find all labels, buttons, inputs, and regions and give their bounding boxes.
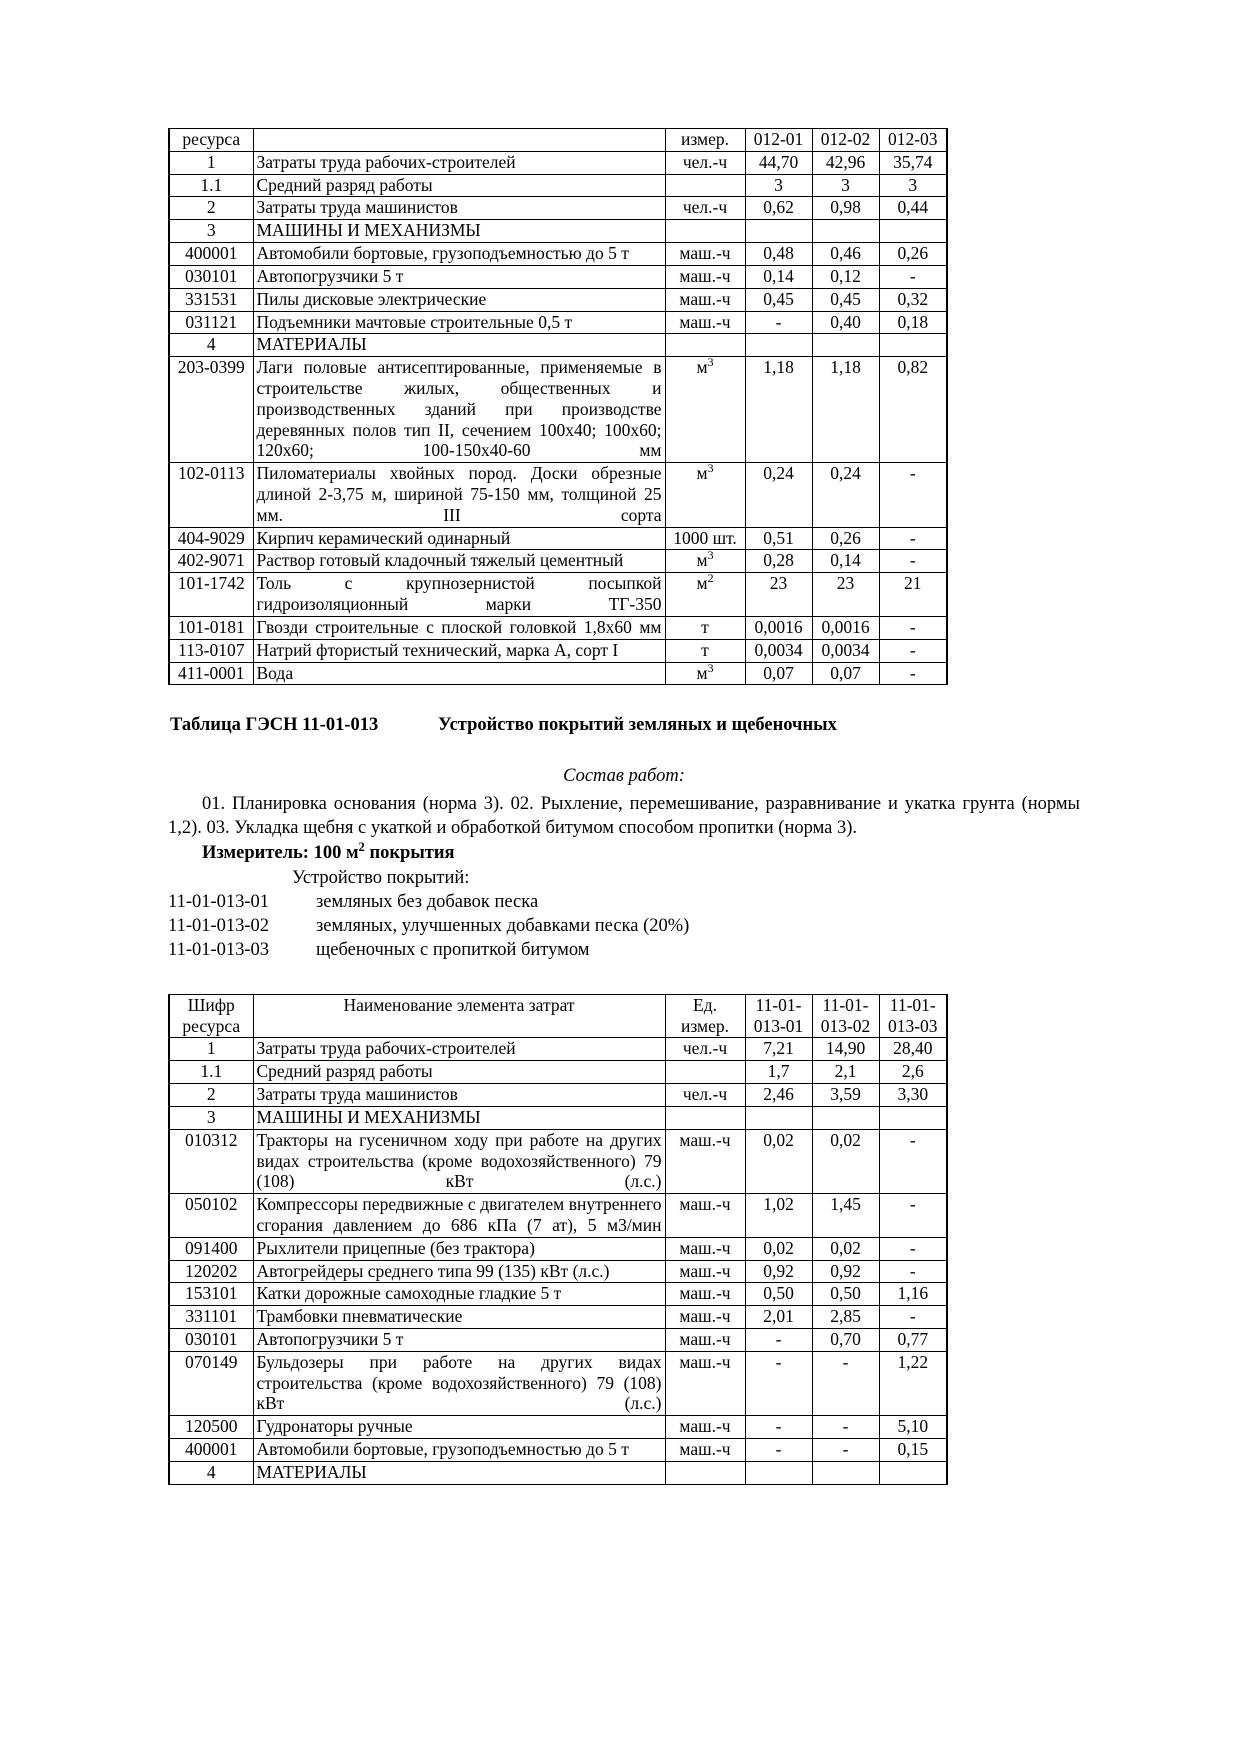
cell-v3 — [879, 334, 947, 357]
norm-label: земляных, улучшенных добавками песка (20%) — [316, 915, 690, 936]
cell-v2: - — [812, 1416, 879, 1439]
cell-unit: маш.-ч — [665, 1283, 745, 1306]
cell-code: 030101 — [169, 265, 253, 288]
cell-code: 102-0113 — [169, 463, 253, 527]
table-header-row — [169, 994, 947, 1038]
cell-unit: т — [665, 616, 745, 639]
th-variant-3-line2: 013-03 — [887, 1015, 938, 1036]
table-row — [169, 288, 947, 311]
cell-code: 113-0107 — [169, 639, 253, 662]
cell-v3: 2,6 — [879, 1061, 947, 1084]
cell-v1: 0,51 — [745, 527, 812, 550]
norm-label: земляных без добавок песка — [316, 891, 539, 912]
cell-v1 — [745, 1461, 812, 1484]
cell-v2: 0,0016 — [812, 616, 879, 639]
cell-name: Толь с крупнозернистой посыпкой гидроизоляционный марки ТГ-350 — [253, 573, 665, 617]
cell-code: 2 — [169, 1084, 253, 1107]
table-row — [169, 151, 947, 174]
th-variant-1-line1: 11-01- — [755, 994, 802, 1015]
cell-name: Раствор готовый кладочный тяжелый цементный — [253, 550, 665, 573]
norms-list — [168, 866, 1080, 962]
cell-v3: 1,16 — [879, 1283, 947, 1306]
cell-unit — [665, 220, 745, 243]
cell-unit: маш.-ч — [665, 1260, 745, 1283]
th-variant-3: 012-03 — [879, 129, 947, 152]
table-row — [169, 311, 947, 334]
cell-v2: 0,26 — [812, 527, 879, 550]
table-row — [169, 639, 947, 662]
cell-code: 411-0001 — [169, 662, 253, 685]
cell-v1: - — [745, 1329, 812, 1352]
cell-v2: 3 — [812, 174, 879, 197]
cell-code: 203-0399 — [169, 357, 253, 463]
cell-v1: 3 — [745, 174, 812, 197]
cell-code: 101-1742 — [169, 573, 253, 617]
cell-name: Средний разряд работы — [253, 1061, 665, 1084]
cell-v1: 1,18 — [745, 357, 812, 463]
norm-code: 11-01-013-01 — [168, 891, 270, 912]
cell-v3: 21 — [879, 573, 947, 617]
cell-unit — [665, 334, 745, 357]
cell-v2 — [812, 1106, 879, 1129]
cell-unit: т — [665, 639, 745, 662]
cell-name: Автогрейдеры среднего типа 99 (135) кВт (л.с.) — [253, 1260, 665, 1283]
cell-name: Затраты труда рабочих-строителей — [253, 1038, 665, 1061]
measure-unit — [168, 839, 1080, 864]
table-row — [169, 1283, 947, 1306]
cell-name: Вода — [253, 662, 665, 685]
cell-v3: 1,22 — [879, 1351, 947, 1415]
cell-v2: 0,45 — [812, 288, 879, 311]
cell-unit: маш.-ч — [665, 243, 745, 266]
th-variant-1: 012-01 — [745, 129, 812, 152]
cell-v1: 23 — [745, 573, 812, 617]
cell-code: 404-9029 — [169, 527, 253, 550]
cell-v2: 1,18 — [812, 357, 879, 463]
norm-code: 11-01-013-02 — [168, 915, 270, 936]
cell-v3 — [879, 1461, 947, 1484]
cell-v2: 0,07 — [812, 662, 879, 685]
table-row — [169, 357, 947, 463]
cell-v2: 0,98 — [812, 197, 879, 220]
cell-v2: - — [812, 1439, 879, 1462]
cell-code: 050102 — [169, 1194, 253, 1238]
table-row — [169, 1306, 947, 1329]
cell-v1: 0,92 — [745, 1260, 812, 1283]
section-row — [169, 220, 947, 243]
cell-code: 153101 — [169, 1283, 253, 1306]
cell-unit: маш.-ч — [665, 1351, 745, 1415]
cell-v3: 3 — [879, 174, 947, 197]
cell-code: 1 — [169, 1038, 253, 1061]
th-name — [253, 129, 665, 152]
cell-v1: 0,0016 — [745, 616, 812, 639]
cell-unit: маш.-ч — [665, 1129, 745, 1193]
th-variant-3 — [879, 994, 947, 1038]
cell-code: 4 — [169, 334, 253, 357]
cell-v1: 0,07 — [745, 662, 812, 685]
table-header-row — [169, 129, 947, 152]
cell-name: Затраты труда рабочих-строителей — [253, 151, 665, 174]
cell-name: Гвозди строительные с плоской головкой 1,8x60 мм — [253, 616, 665, 639]
cell-v3: - — [879, 1129, 947, 1193]
cell-v3: - — [879, 1237, 947, 1260]
cell-name: Бульдозеры при работе на других видах строительства (кроме водохозяйственного) 79 (108) кВт (л.с.) — [253, 1351, 665, 1415]
table-row — [169, 1260, 947, 1283]
cell-code: 1.1 — [169, 174, 253, 197]
section-row — [169, 334, 947, 357]
table-row — [169, 1038, 947, 1061]
table-row — [169, 1084, 947, 1107]
cell-name: Рыхлители прицепные (без трактора) — [253, 1237, 665, 1260]
cell-code: 010312 — [169, 1129, 253, 1193]
cell-v1: 0,50 — [745, 1283, 812, 1306]
cell-v3: 0,77 — [879, 1329, 947, 1352]
cell-unit — [665, 1106, 745, 1129]
cell-v2: 2,85 — [812, 1306, 879, 1329]
cell-name: Автопогрузчики 5 т — [253, 1329, 665, 1352]
cell-v3: 0,82 — [879, 357, 947, 463]
cell-v1 — [745, 334, 812, 357]
section-row — [169, 1461, 947, 1484]
cell-unit: маш.-ч — [665, 1439, 745, 1462]
table-row — [169, 527, 947, 550]
cell-v2: 0,50 — [812, 1283, 879, 1306]
cell-name: Трамбовки пневматические — [253, 1306, 665, 1329]
th-unit: Ед. измер. — [665, 994, 745, 1038]
cell-v2 — [812, 1461, 879, 1484]
cell-v3: 0,18 — [879, 311, 947, 334]
measure-unit-tail: покрытия — [364, 842, 455, 863]
norm-label: щебеночных с пропиткой битумом — [316, 939, 590, 960]
cell-code: 331531 — [169, 288, 253, 311]
cell-v3: - — [879, 1194, 947, 1238]
cell-code: 101-0181 — [169, 616, 253, 639]
cell-code: 1.1 — [169, 1061, 253, 1084]
section-heading — [168, 715, 1080, 736]
table-row — [169, 616, 947, 639]
cell-v2: 0,12 — [812, 265, 879, 288]
cell-v2 — [812, 334, 879, 357]
norms-list-heading: Устройство покрытий: — [292, 867, 470, 888]
cell-code: 4 — [169, 1461, 253, 1484]
cell-unit: маш.-ч — [665, 1306, 745, 1329]
cell-v3: - — [879, 1306, 947, 1329]
cell-v1: 44,70 — [745, 151, 812, 174]
cell-name: Автомобили бортовые, грузоподъемностью до 5 т — [253, 1439, 665, 1462]
cell-v1: 0,0034 — [745, 639, 812, 662]
cell-v3: - — [879, 616, 947, 639]
cell-unit: чел.-ч — [665, 151, 745, 174]
cell-name: Тракторы на гусеничном ходу при работе на других видах строительства (кроме водохозяйственного) 79 (108) кВт (л.с.) — [253, 1129, 665, 1193]
th-code-line2: ресурса — [182, 1015, 241, 1036]
cell-v2: - — [812, 1351, 879, 1415]
cell-v2: 42,96 — [812, 151, 879, 174]
cell-code: 402-9071 — [169, 550, 253, 573]
cell-v3: - — [879, 265, 947, 288]
cell-unit: $м^2$ — [665, 573, 745, 617]
section-heading-title: Устройство покрытий земляных и щебеночных — [438, 715, 837, 736]
table-row — [169, 1416, 947, 1439]
list-item — [168, 938, 1080, 962]
cell-v1: 7,21 — [745, 1038, 812, 1061]
cell-unit: $м^3$ — [665, 463, 745, 527]
resource-table-2 — [168, 994, 948, 1485]
cell-unit: чел.-ч — [665, 1038, 745, 1061]
cell-v2: 0,24 — [812, 463, 879, 527]
cell-v2: 14,90 — [812, 1038, 879, 1061]
cell-unit: $м^3$ — [665, 662, 745, 685]
cell-v1: 1,7 — [745, 1061, 812, 1084]
cell-v1: - — [745, 1416, 812, 1439]
th-variant-2-line1: 11-01- — [822, 994, 869, 1015]
measure-unit-label: Измеритель: 100 м — [202, 842, 359, 863]
th-code: ресурса — [169, 129, 253, 152]
th-variant-2: 012-02 — [812, 129, 879, 152]
cell-unit: чел.-ч — [665, 1084, 745, 1107]
section-row — [169, 1106, 947, 1129]
cell-v2: 0,70 — [812, 1329, 879, 1352]
cell-v1: - — [745, 311, 812, 334]
cell-v1: 2,46 — [745, 1084, 812, 1107]
cell-v2: 0,0034 — [812, 639, 879, 662]
cell-v1: 0,62 — [745, 197, 812, 220]
cell-v3: - — [879, 550, 947, 573]
cell-v1: 0,28 — [745, 550, 812, 573]
cell-name: Гудронаторы ручные — [253, 1416, 665, 1439]
cell-v2: 0,92 — [812, 1260, 879, 1283]
cell-name: Затраты труда машинистов — [253, 1084, 665, 1107]
cell-unit: $м^3$ — [665, 550, 745, 573]
cell-name: Затраты труда машинистов — [253, 197, 665, 220]
cell-name: МАТЕРИАЛЫ — [253, 1461, 665, 1484]
list-item — [168, 914, 1080, 938]
cell-v1: 0,45 — [745, 288, 812, 311]
th-variant-2-line2: 013-02 — [820, 1015, 871, 1036]
cell-name: Автопогрузчики 5 т — [253, 265, 665, 288]
cell-v3 — [879, 220, 947, 243]
th-code-line1: Шифр — [187, 994, 235, 1015]
table-row — [169, 1439, 947, 1462]
cell-v2: 2,1 — [812, 1061, 879, 1084]
cell-v3: - — [879, 639, 947, 662]
cell-v1: 0,24 — [745, 463, 812, 527]
cell-v3: 3,30 — [879, 1084, 947, 1107]
cell-name: Средний разряд работы — [253, 174, 665, 197]
cell-code: 070149 — [169, 1351, 253, 1415]
cell-name: МАТЕРИАЛЫ — [253, 334, 665, 357]
work-composition-body: 01. Планировка основания (норма 3). 02. Рыхление, перемешивание, разравнивание и укатка грунта (нормы 1,2). 03. Укладка щебня с укаткой и обработкой битумом способом пропитки (норма 3). — [168, 794, 1080, 838]
table-row — [169, 463, 947, 527]
table-row — [169, 1129, 947, 1193]
table-row — [169, 1351, 947, 1415]
cell-code: 120202 — [169, 1260, 253, 1283]
table-row — [169, 550, 947, 573]
cell-v3: 0,44 — [879, 197, 947, 220]
cell-name: Пилы дисковые электрические — [253, 288, 665, 311]
cell-unit: маш.-ч — [665, 1329, 745, 1352]
cell-unit: чел.-ч — [665, 197, 745, 220]
cell-name: Кирпич керамический одинарный — [253, 527, 665, 550]
cell-name: Компрессоры передвижные с двигателем внутреннего сгорания давлением до 686 кПа (7 ат), 5 м3/мин — [253, 1194, 665, 1238]
cell-v2: 0,02 — [812, 1129, 879, 1193]
table-row — [169, 174, 947, 197]
cell-v1: - — [745, 1439, 812, 1462]
cell-v3: - — [879, 662, 947, 685]
cell-unit: маш.-ч — [665, 288, 745, 311]
cell-name: МАШИНЫ И МЕХАНИЗМЫ — [253, 220, 665, 243]
cell-unit: $м^3$ — [665, 357, 745, 463]
cell-unit — [665, 1061, 745, 1084]
cell-unit: маш.-ч — [665, 1237, 745, 1260]
cell-v3: 35,74 — [879, 151, 947, 174]
cell-v2: 1,45 — [812, 1194, 879, 1238]
cell-code: 091400 — [169, 1237, 253, 1260]
th-code — [169, 994, 253, 1038]
table-row — [169, 1061, 947, 1084]
cell-code: 400001 — [169, 1439, 253, 1462]
cell-unit — [665, 174, 745, 197]
cell-name: Катки дорожные самоходные гладкие 5 т — [253, 1283, 665, 1306]
cell-unit — [665, 1461, 745, 1484]
cell-v3: 0,32 — [879, 288, 947, 311]
cell-v1: 0,02 — [745, 1237, 812, 1260]
cell-code: 1 — [169, 151, 253, 174]
cell-name: Подъемники мачтовые строительные 0,5 т — [253, 311, 665, 334]
cell-name: Пиломатериалы хвойных пород. Доски обрезные длиной 2-3,75 м, шириной 75-150 мм, толщиной 25 мм. III сорта — [253, 463, 665, 527]
table-row — [169, 662, 947, 685]
cell-v2: 0,02 — [812, 1237, 879, 1260]
work-composition-title: Состав работ: — [563, 766, 685, 787]
cell-v2: 0,14 — [812, 550, 879, 573]
table-row — [169, 197, 947, 220]
cell-name: Натрий фтористый технический, марка А, сорт I — [253, 639, 665, 662]
cell-v1: 2,01 — [745, 1306, 812, 1329]
cell-code: 331101 — [169, 1306, 253, 1329]
cell-code: 3 — [169, 220, 253, 243]
cell-unit: маш.-ч — [665, 1194, 745, 1238]
table-row — [169, 1329, 947, 1352]
cell-v2: 23 — [812, 573, 879, 617]
cell-unit: маш.-ч — [665, 265, 745, 288]
cell-unit: маш.-ч — [665, 311, 745, 334]
cell-v1: 0,14 — [745, 265, 812, 288]
th-name: Наименование элемента затрат — [253, 994, 665, 1038]
table-row — [169, 265, 947, 288]
cell-name: Лаги половые антисептированные, применяемые в строительстве жилых, общественных и производственных зданий при производстве деревянных полов тип II, сечением 100x40; 100x60; 120x60; 100-150x40-60 мм — [253, 357, 665, 463]
section-heading-code: Таблица ГЭСН 11-01-013 — [170, 715, 379, 736]
cell-v1 — [745, 1106, 812, 1129]
table-row — [169, 1194, 947, 1238]
cell-v3: 0,15 — [879, 1439, 947, 1462]
cell-v2 — [812, 220, 879, 243]
table-row — [169, 243, 947, 266]
cell-code: 030101 — [169, 1329, 253, 1352]
cell-v3: 5,10 — [879, 1416, 947, 1439]
cell-v2: 0,40 — [812, 311, 879, 334]
cell-v3 — [879, 1106, 947, 1129]
table-row — [169, 573, 947, 617]
resource-table-1 — [168, 128, 948, 685]
table-row — [169, 1237, 947, 1260]
cell-v1: 1,02 — [745, 1194, 812, 1238]
cell-code: 3 — [169, 1106, 253, 1129]
list-item — [168, 890, 1080, 914]
cell-v3: - — [879, 1260, 947, 1283]
cell-code: 031121 — [169, 311, 253, 334]
cell-v1: 0,02 — [745, 1129, 812, 1193]
cell-v2: 0,46 — [812, 243, 879, 266]
th-unit: измер. — [665, 129, 745, 152]
cell-name: Автомобили бортовые, грузоподъемностью до 5 т — [253, 243, 665, 266]
th-variant-1 — [745, 994, 812, 1038]
cell-code: 400001 — [169, 243, 253, 266]
cell-v3: 0,26 — [879, 243, 947, 266]
th-variant-2 — [812, 994, 879, 1038]
cell-unit: маш.-ч — [665, 1416, 745, 1439]
cell-v1: 0,48 — [745, 243, 812, 266]
cell-v3: - — [879, 463, 947, 527]
cell-v1: - — [745, 1351, 812, 1415]
cell-code: 120500 — [169, 1416, 253, 1439]
th-variant-3-line1: 11-01- — [889, 994, 936, 1015]
norm-code: 11-01-013-03 — [168, 939, 270, 960]
cell-name: МАШИНЫ И МЕХАНИЗМЫ — [253, 1106, 665, 1129]
cell-v3: - — [879, 527, 947, 550]
measure-unit-sup: 2 — [358, 839, 365, 854]
th-variant-1-line2: 013-01 — [753, 1015, 804, 1036]
cell-code: 2 — [169, 197, 253, 220]
cell-v2: 3,59 — [812, 1084, 879, 1107]
cell-v1 — [745, 220, 812, 243]
cell-unit: 1000 шт. — [665, 527, 745, 550]
cell-v3: 28,40 — [879, 1038, 947, 1061]
